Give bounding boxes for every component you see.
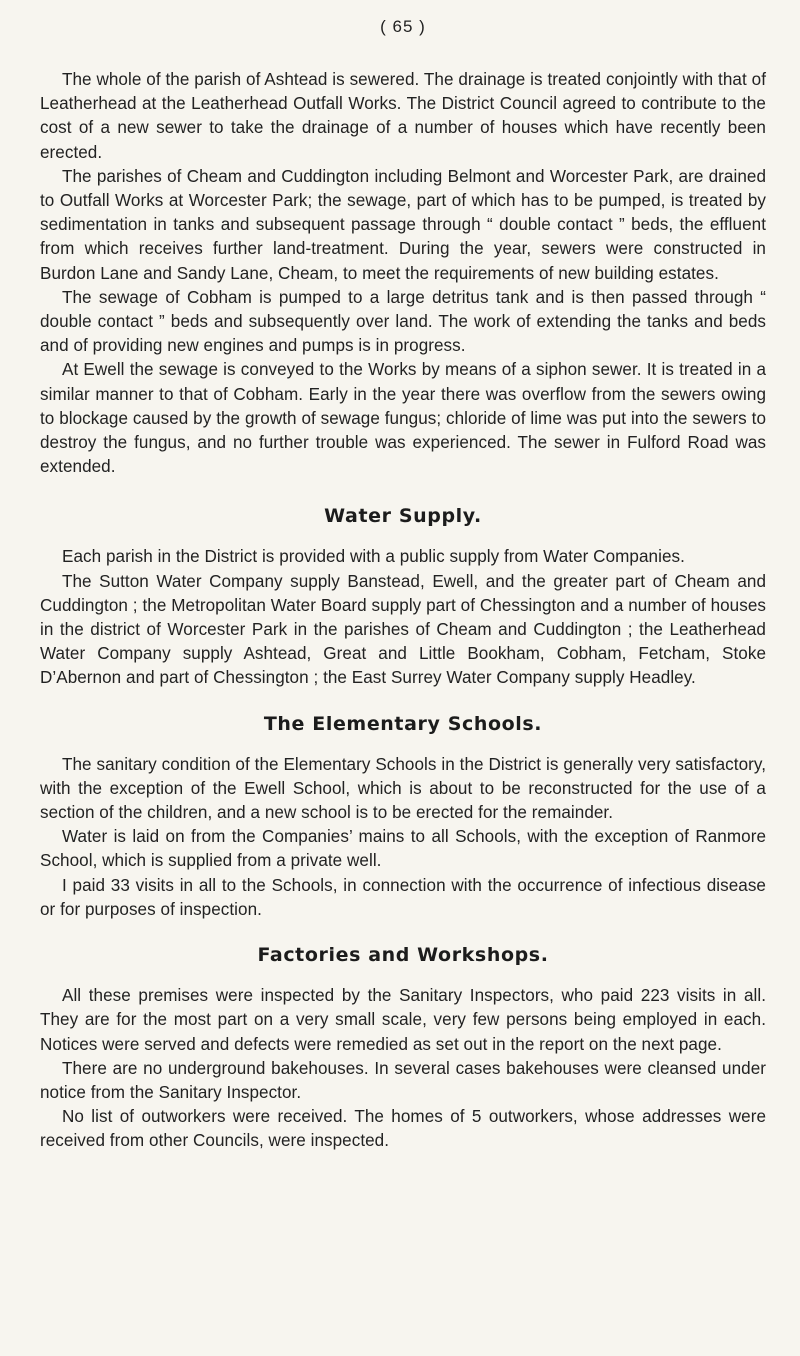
paragraph: All these premises were inspected by the Sanitary Inspectors, who paid 223 visits in all. They are for the most part on a very small scale, very few persons being employed in each. Notices were served and defects were remedied as set out in the report on the next page. [40, 986, 766, 1054]
paragraph: Each parish in the District is provided with a public supply from Water Companies. [62, 547, 685, 567]
section-heading: Water Supply. [324, 505, 482, 528]
paragraph: The whole of the parish of Ashtead is sewered. The drainage is treated conjointly with that of Leatherhead at the Leatherhead Outfall Works. The District Council agreed to contribute to the cost of a new sewer to take the drainage of a number of houses which have recently been erected. [40, 70, 766, 162]
section-heading: Factories and Workshops. [257, 944, 549, 967]
section-water-supply [40, 505, 766, 690]
paragraph: At Ewell the sewage is conveyed to the Works by means of a siphon sewer. It is treated in a similar manner to that of Cobham. Early in the year there was overflow from the sewers owing to blockage caused by the growth of sewage fungus; chloride of lime was put into the sewers to destroy the fungus, and no further trouble was experienced. The sewer in Fulford Road was extended. [40, 360, 766, 477]
paragraph: The parishes of Cheam and Cuddington including Belmont and Worcester Park, are drained to Outfall Works at Worcester Park; the sewage, part of which has to be pumped, is treated by sedimentation in tanks and subsequent passage through “ double contact ” beds, the effluent from which receives further land-treatment. During the year, sewers were constructed in Burdon Lane and Sandy Lane, Cheam, to meet the requirements of new building estates. [40, 166, 766, 283]
paragraph: The sanitary condition of the Elementary Schools in the District is generally very satisfactory, with the exception of the Ewell School, which is about to be reconstructed for the use of a section of the children, and a new school is to be erected for the remainder. [40, 754, 766, 823]
paragraph: No list of outworkers were received. The homes of 5 outworkers, whose addresses were received from other Councils, were inspected. [40, 1107, 766, 1151]
paragraph: Water is laid on from the Companies’ mains to all Schools, with the exception of Ranmore School, which is supplied from a private well. [40, 827, 766, 871]
paragraph: There are no underground bakehouses. In several cases bakehouses were cleansed under notice from the Sanitary Inspector. [40, 1058, 766, 1102]
section-drainage [40, 68, 766, 479]
section-factories-and-workshops [40, 944, 766, 1153]
paragraph: The Sutton Water Company supply Banstead, Ewell, and the greater part of Cheam and Cuddington ; the Metropolitan Water Board supply part of Chessington and a number of houses in the district of Worcester Park in the parishes of Cheam and Cuddington ; the Leatherhead Water Company supply Ashtead, Great and Little Bookham, Cobham, Fetcham, Stoke D’Abernon and part of Chessington ; the East Surrey Water Company supply Headley. [40, 571, 766, 688]
section-heading: The Elementary Schools. [263, 712, 543, 735]
section-elementary-schools [40, 713, 766, 922]
paragraph: I paid 33 visits in all to the Schools, in connection with the occurrence of infectious disease or for purposes of inspection. [40, 875, 766, 919]
paragraph: The sewage of Cobham is pumped to a large detritus tank and is then passed through “ double contact ” beds and subsequently over land. The work of extending the tanks and beds and of providing new engines and pumps is in progress. [40, 287, 766, 356]
page-number: ( 65 ) [380, 17, 426, 36]
